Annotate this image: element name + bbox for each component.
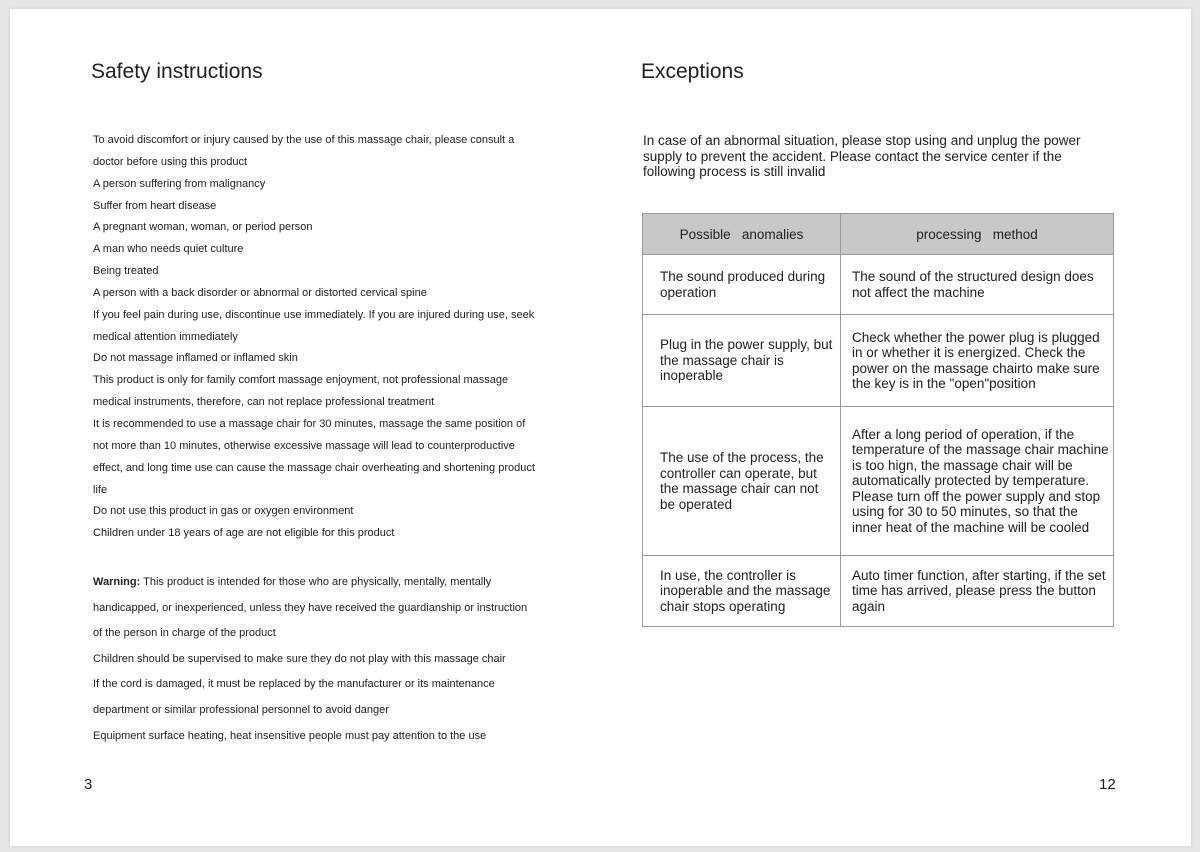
table-header-row (643, 214, 1114, 255)
safety-item: Suffer from heart disease (93, 199, 217, 212)
warning-label: Warning: (93, 576, 141, 588)
safety-item: effect, and long time use can cause the massage chair overheating and shortening product (93, 461, 535, 474)
table-row (643, 407, 1114, 556)
warning-item: of the person in charge of the product (93, 627, 276, 640)
warning-item: If the cord is damaged, it must be replaced by the manufacturer or its maintenance (93, 678, 495, 691)
anomaly-cell: The sound produced during operation (643, 255, 841, 315)
exceptions-title: Exceptions (641, 60, 744, 83)
anomaly-cell: Plug in the power supply, but the massage chair is inoperable (643, 315, 841, 407)
right-page-number: 12 (1099, 776, 1116, 793)
safety-item: Children under 18 years of age are not eligible for this product (93, 527, 395, 540)
safety-item: Do not use this product in gas or oxygen environment (93, 505, 354, 518)
safety-item: This product is only for family comfort massage enjoyment, not professional massage (93, 374, 509, 387)
table-row (643, 315, 1114, 407)
safety-instructions-list (93, 130, 563, 545)
header-method-label: processing method (916, 226, 1038, 242)
header-anomalies (643, 214, 841, 255)
safety-item: It is recommended to use a massage chair for 30 minutes, massage the same position of (93, 417, 526, 430)
safety-item: A pregnant woman, woman, or period person (93, 221, 313, 234)
method-cell: The sound of the structured design does not affect the machine (841, 255, 1114, 315)
exceptions-intro: In case of an abnormal situation, please stop using and unplug the power supply to prevent the accident. Please contact the service center if the following process is still invalid (643, 133, 1081, 179)
table-row (643, 255, 1114, 315)
warning-item: Children should be supervised to make sure they do not play with this massage chair (93, 652, 506, 665)
safety-item: To avoid discomfort or injury caused by the use of this massage chair, please consult a (93, 134, 515, 146)
method-cell: After a long period of operation, if the temperature of the massage chair machine is too hign, the massage chair will be automatically protected by temperature. Please turn off the power supply and stop using for 30 to 50 minutes, so that the inner heat of the machine will be cooled (841, 407, 1114, 556)
safety-item: Being treated (93, 265, 159, 278)
warning-list (93, 570, 563, 749)
anomaly-cell: In use, the controller is inoperable and the massage chair stops operating (643, 556, 841, 627)
safety-item: medical attention immediately (93, 330, 238, 343)
safety-instructions-title: Safety instructions (91, 60, 263, 83)
warning-item: Equipment surface heating, heat insensitive people must pay attention to the use (93, 729, 487, 742)
safety-item: A person suffering from malignancy (93, 177, 266, 190)
header-anomalies-label: Possible anomalies (679, 226, 804, 242)
safety-item: A person with a back disorder or abnormal or distorted cervical spine (93, 286, 427, 299)
warning-item: department or similar professional personnel to avoid danger (93, 703, 389, 716)
method-cell: Check whether the power plug is plugged in or whether it is energized. Check the power on the massage chairto make sure the key is in the "open"position (841, 315, 1114, 407)
anomaly-cell: The use of the process, the controller can operate, but the massage chair can not be operated (643, 407, 841, 556)
warning-item (93, 570, 563, 596)
left-page-number: 3 (84, 776, 93, 793)
safety-item: life (93, 483, 108, 496)
safety-item: not more than 10 minutes, otherwise excessive massage will lead to counterproductive (93, 439, 515, 452)
safety-item: A man who needs quiet culture (93, 243, 244, 256)
safety-item: doctor before using this product (93, 155, 248, 168)
safety-item: If you feel pain during use, discontinue use immediately. If you are injured during use, seek (93, 308, 535, 321)
anomalies-table (642, 213, 1114, 627)
safety-item: Do not massage inflamed or inflamed skin (93, 352, 298, 365)
warning-first-line: This product is intended for those who are physically, mentally, mentally (140, 576, 492, 588)
table-row (643, 556, 1114, 627)
method-cell: Auto timer function, after starting, if the set time has arrived, please press the button again (841, 556, 1114, 627)
warning-item: handicapped, or inexperienced, unless they have received the guardianship or instruction (93, 601, 528, 614)
safety-item: medical instruments, therefore, can not replace professional treatment (93, 396, 435, 409)
header-method (841, 214, 1114, 255)
